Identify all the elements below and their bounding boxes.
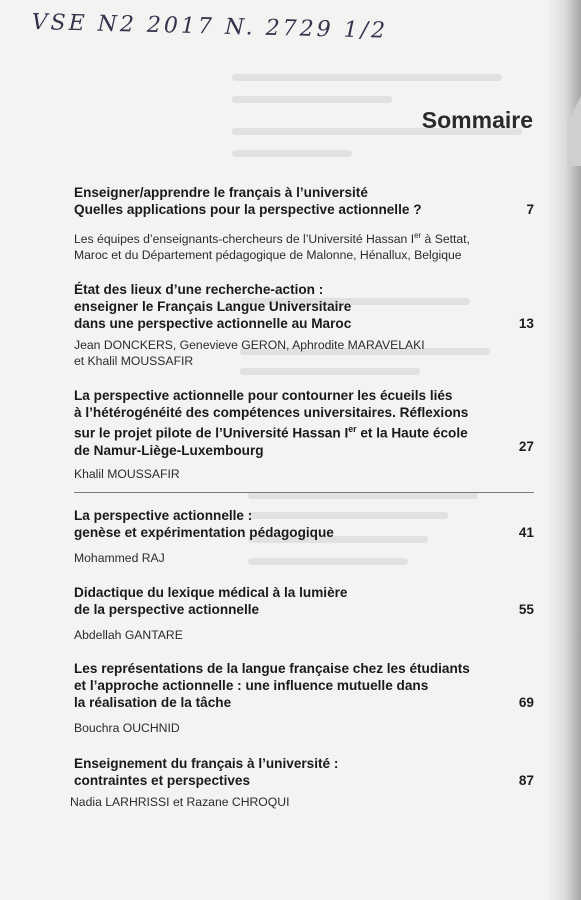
entry-authors-line: Mohammed RAJ [74,551,165,566]
page-number: 55 [518,601,534,617]
entry-authors-line: Maroc et du Département pédagogique de Malonne, Hénallux, Belgique [74,247,462,262]
section-divider [74,492,534,493]
entry-title [74,755,534,789]
entry-authors [74,721,534,737]
entry-title-line: Quelles applications pour la perspective actionnelle ? [74,202,422,217]
entry-authors [74,467,534,483]
toc-entry [74,584,534,644]
entry-authors-line: Les équipes d’enseignants-chercheurs de l’Université Hassan Ier à Settat, [74,231,470,247]
entry-title [74,507,534,541]
entry-title [74,184,534,218]
toc-entry [74,184,534,263]
entry-title [74,387,534,459]
page-number: 41 [518,525,534,541]
toc-entry [70,755,534,811]
entry-title-line: à l’hétérogénéité des compétences universitaires. Réflexions [74,405,469,421]
page-number: 69 [518,695,534,711]
entry-authors [74,628,534,644]
entry-title-line: de Namur-Liège-Luxembourg [74,442,264,458]
toc-entry [74,507,534,567]
toc-entry [74,660,534,737]
entry-authors-line: Khalil MOUSSAFIR [74,466,180,481]
entry-title-line: État des lieux d’une recherche-action : [74,282,324,298]
entry-title-line: Les représentations de la langue française chez les étudiants [74,661,470,677]
page-number: 27 [518,439,534,455]
entry-title-line: La perspective actionnelle pour contourner les écueils liés [74,388,453,404]
page-number: 7 [526,202,534,217]
entry-title-line: Enseignement du français à l’université : [74,755,339,771]
entry-title-line: La perspective actionnelle : [74,508,253,524]
entry-title-line: sur le projet pilote de l’Université Hassan Ier et la Haute école [74,424,468,441]
entry-title [74,281,534,332]
entry-title-line: contraintes et perspectives [74,772,251,788]
page-title: Sommaire [421,107,533,133]
entry-authors-line: Nadia LARHRISSI et Razane CHROQUI [70,794,290,809]
entry-authors [70,795,534,811]
entry-authors-line: Abdellah GANTARE [74,627,183,642]
entry-title-line: dans une perspective actionnelle au Maroc [74,316,352,332]
table-of-contents [70,184,534,810]
entry-title-line: Enseigner/apprendre le français à l’université [74,185,368,200]
entry-title-line: enseigner le Français Langue Universitaire [74,299,352,315]
entry-authors-line: Jean DONCKERS, Genevieve GERON, Aphrodite MARAVELAKI [74,338,425,353]
entry-title-line: Didactique du lexique médical à la lumière [74,584,348,600]
page-number: 13 [518,316,534,332]
entry-title [74,584,534,618]
toc-entry [74,281,534,369]
entry-authors-line: Bouchra OUCHNID [74,721,180,736]
entry-authors [74,338,534,369]
entry-title-line: genèse et expérimentation pédagogique [74,525,334,541]
entry-title-line: et l’approche actionnelle : une influence mutuelle dans [74,678,429,694]
entry-authors [74,551,534,567]
handwritten-reference: VSE N2 2017 N. 2729 1/2 [31,10,389,44]
entry-title-line: de la perspective actionnelle [74,601,260,617]
toc-entry [74,387,534,482]
entry-authors [74,228,534,263]
page-number: 87 [518,772,534,788]
entry-authors-line: et Khalil MOUSSAFIR [74,353,194,368]
entry-title-line: la réalisation de la tâche [74,695,232,711]
entry-title [74,660,534,711]
